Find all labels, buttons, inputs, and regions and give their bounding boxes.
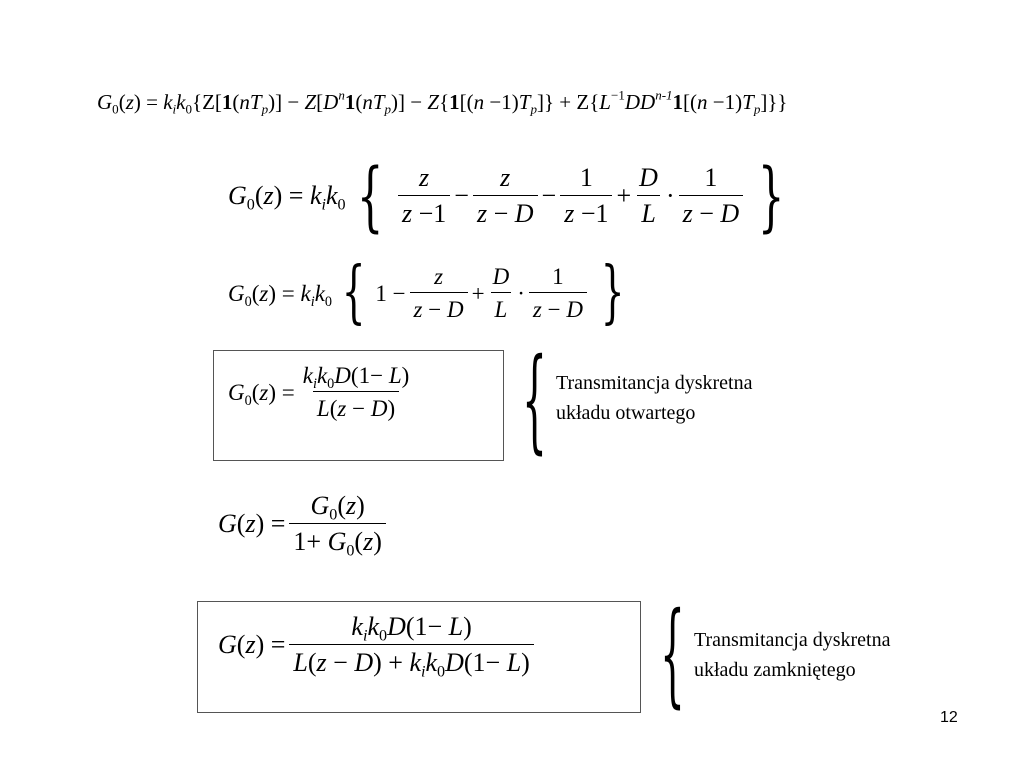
equation-z-transform-expansion: $G_0(z) = k_ik_0\{Z[1(nT_p)] - Z[D^n1(nT_p)] - Z\{1[(n -1)T_p]\} + Z\{L^{-1}DD^{n-1}1[(n -1)T_p]\}\}$ bbox=[97, 87, 788, 117]
equation-partial-fractions: $G_0(z) = k_ik_0$ { $\frac{z}{z -1}$ − $\frac{z}{z - D}$ − $\frac{1}{z -1}$ + $\frac{D}{L}$ · $\frac{1}{z - D}$ } bbox=[228, 151, 785, 240]
closed-loop-label-brace: { bbox=[660, 589, 685, 719]
open-loop-label bbox=[556, 368, 752, 428]
open-loop-label-line2: układu otwartego bbox=[556, 402, 696, 424]
closed-loop-label-line2: układu zamkniętego bbox=[694, 659, 856, 681]
page-number: 12 bbox=[940, 709, 958, 726]
open-loop-label-brace: { bbox=[522, 335, 547, 465]
equation-closed-loop-transfer: G(z) = $\frac{k_ik_0D(1- L)}{L(z - D) + k_ik_0D(1- L)}$ bbox=[218, 614, 538, 676]
closed-loop-label-line1: Transmitancja dyskretna bbox=[694, 629, 891, 651]
closed-loop-label bbox=[694, 625, 890, 685]
open-loop-label-line1: Transmitancja dyskretna bbox=[556, 372, 753, 394]
equation-open-loop-transfer: $G_0(z)$ = $\frac{k_ik_0D(1- L)}{L(z - D)}$ bbox=[228, 363, 410, 421]
equation-simplified: $G_0(z) = k_ik_0$ { 1 − $\frac{z}{z - D}$ + $\frac{D}{L}$ · $\frac{1}{z - D}$ } bbox=[228, 253, 625, 332]
equation-closed-loop-definition: G(z) = $\frac{G_0(z)}{1+ G_0(z)}$ bbox=[218, 493, 390, 555]
